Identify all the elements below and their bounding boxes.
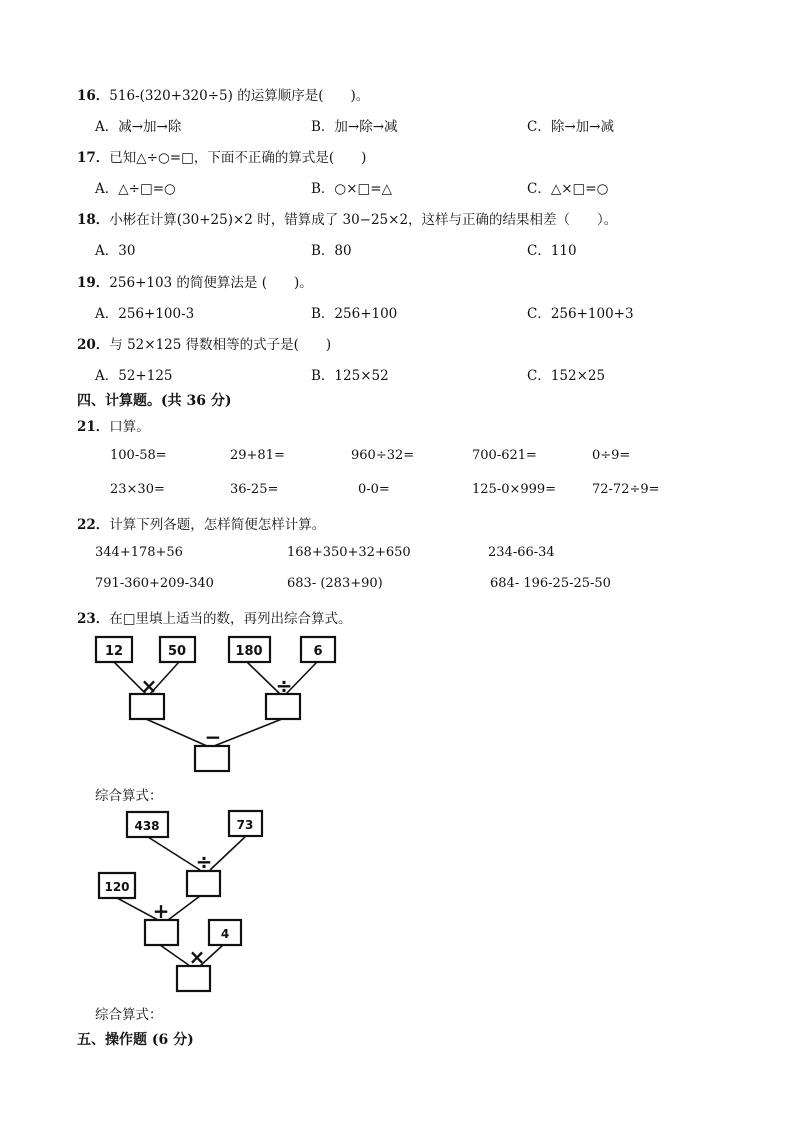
option-a[interactable]: A．减→加→除 [95, 119, 182, 135]
question-number: 21． [77, 419, 110, 435]
question-number: 17． [77, 150, 110, 166]
question-number: 19． [77, 275, 110, 291]
question-text: 计算下列各题，怎样简便怎样计算。 [109, 517, 326, 533]
question-text: 小彬在计算(30+25)×2 时，错算成了 30−25×2，这样与正确的结果相差（ ）。 [109, 212, 618, 228]
tree2-number-a: 438 [134, 819, 160, 833]
calc-item: 29+81= [230, 448, 285, 463]
calc-item: 125-0×999= [472, 482, 557, 497]
option-c[interactable]: C．152×25 [527, 368, 606, 384]
tree2-number-d: 4 [220, 927, 230, 941]
calc-item: 234-66-34 [488, 545, 555, 560]
tree1-number-a: 12 [104, 644, 124, 659]
calc-item: 960÷32= [351, 448, 415, 463]
tree1-number-d: 6 [313, 644, 323, 659]
calc-item: 684- 196-25-25-50 [490, 576, 611, 591]
calc-item: 683- (283+90) [287, 576, 383, 591]
option-a[interactable]: A．52+125 [95, 368, 173, 384]
question-number: 18． [77, 212, 110, 228]
calc-item: 100-58= [110, 448, 167, 463]
answer-box[interactable] [145, 920, 178, 945]
question-number: 23． [77, 611, 110, 627]
option-b[interactable]: B．256+100 [311, 306, 398, 322]
question-number: 16． [77, 88, 110, 104]
option-c[interactable]: C．△×□=○ [527, 181, 609, 197]
formula-label-1: 综合算式： [95, 788, 163, 804]
question-text: 256+103 的简便算法是 ( )。 [109, 275, 313, 291]
question-text: 已知△÷○=□，下面不正确的算式是( ) [109, 150, 367, 166]
minus-op: − [204, 725, 222, 749]
option-c[interactable]: C．110 [527, 243, 577, 259]
calc-item: 23×30= [110, 482, 165, 497]
question-text: 在□里填上适当的数，再列出综合算式。 [109, 611, 352, 627]
tree2-number-b: 73 [236, 818, 254, 832]
question-text: 516-(320+320÷5) 的运算顺序是( )。 [109, 88, 370, 104]
divide-op: ÷ [275, 674, 293, 698]
calc-item: 344+178+56 [95, 545, 183, 560]
section-title: 五、操作题 (6 分) [77, 1032, 194, 1048]
option-b[interactable]: B．○×□=△ [311, 181, 392, 197]
option-c[interactable]: C．256+100+3 [527, 306, 634, 322]
formula-label-2: 综合算式： [95, 1007, 163, 1023]
plus-op: + [152, 899, 170, 923]
multiply-op: × [188, 945, 206, 969]
tree1-number-c: 180 [235, 644, 263, 659]
tree1-number-b: 50 [167, 644, 187, 659]
option-b[interactable]: B．加→除→减 [311, 119, 398, 135]
multiply-op: × [140, 674, 158, 698]
tree-2 [99, 811, 262, 991]
option-a[interactable]: A．30 [95, 243, 136, 259]
question-text: 口算。 [109, 419, 150, 435]
calc-item: 0-0= [358, 482, 390, 497]
tree-1 [96, 637, 335, 771]
question-number: 20． [77, 337, 110, 353]
calc-item: 36-25= [230, 482, 279, 497]
option-a[interactable]: A．△÷□=○ [95, 181, 176, 197]
calc-item: 700-621= [472, 448, 537, 463]
calc-item: 72-72÷9= [592, 482, 660, 497]
calc-item: 0÷9= [592, 448, 631, 463]
option-b[interactable]: B．80 [311, 243, 352, 259]
calc-item: 168+350+32+650 [287, 545, 411, 560]
answer-box[interactable] [187, 871, 220, 896]
option-b[interactable]: B．125×52 [311, 368, 389, 384]
section-title: 四、计算题。(共 36 分) [77, 393, 232, 409]
question-number: 22． [77, 517, 110, 533]
answer-box[interactable] [177, 966, 210, 991]
calc-item: 791-360+209-340 [95, 576, 214, 591]
question-text: 与 52×125 得数相等的式子是( ) [109, 337, 332, 353]
option-c[interactable]: C．除→加→减 [527, 119, 614, 135]
answer-box[interactable] [195, 746, 229, 771]
option-a[interactable]: A．256+100-3 [95, 306, 195, 322]
divide-op: ÷ [195, 850, 213, 874]
tree2-number-c: 120 [104, 880, 130, 894]
